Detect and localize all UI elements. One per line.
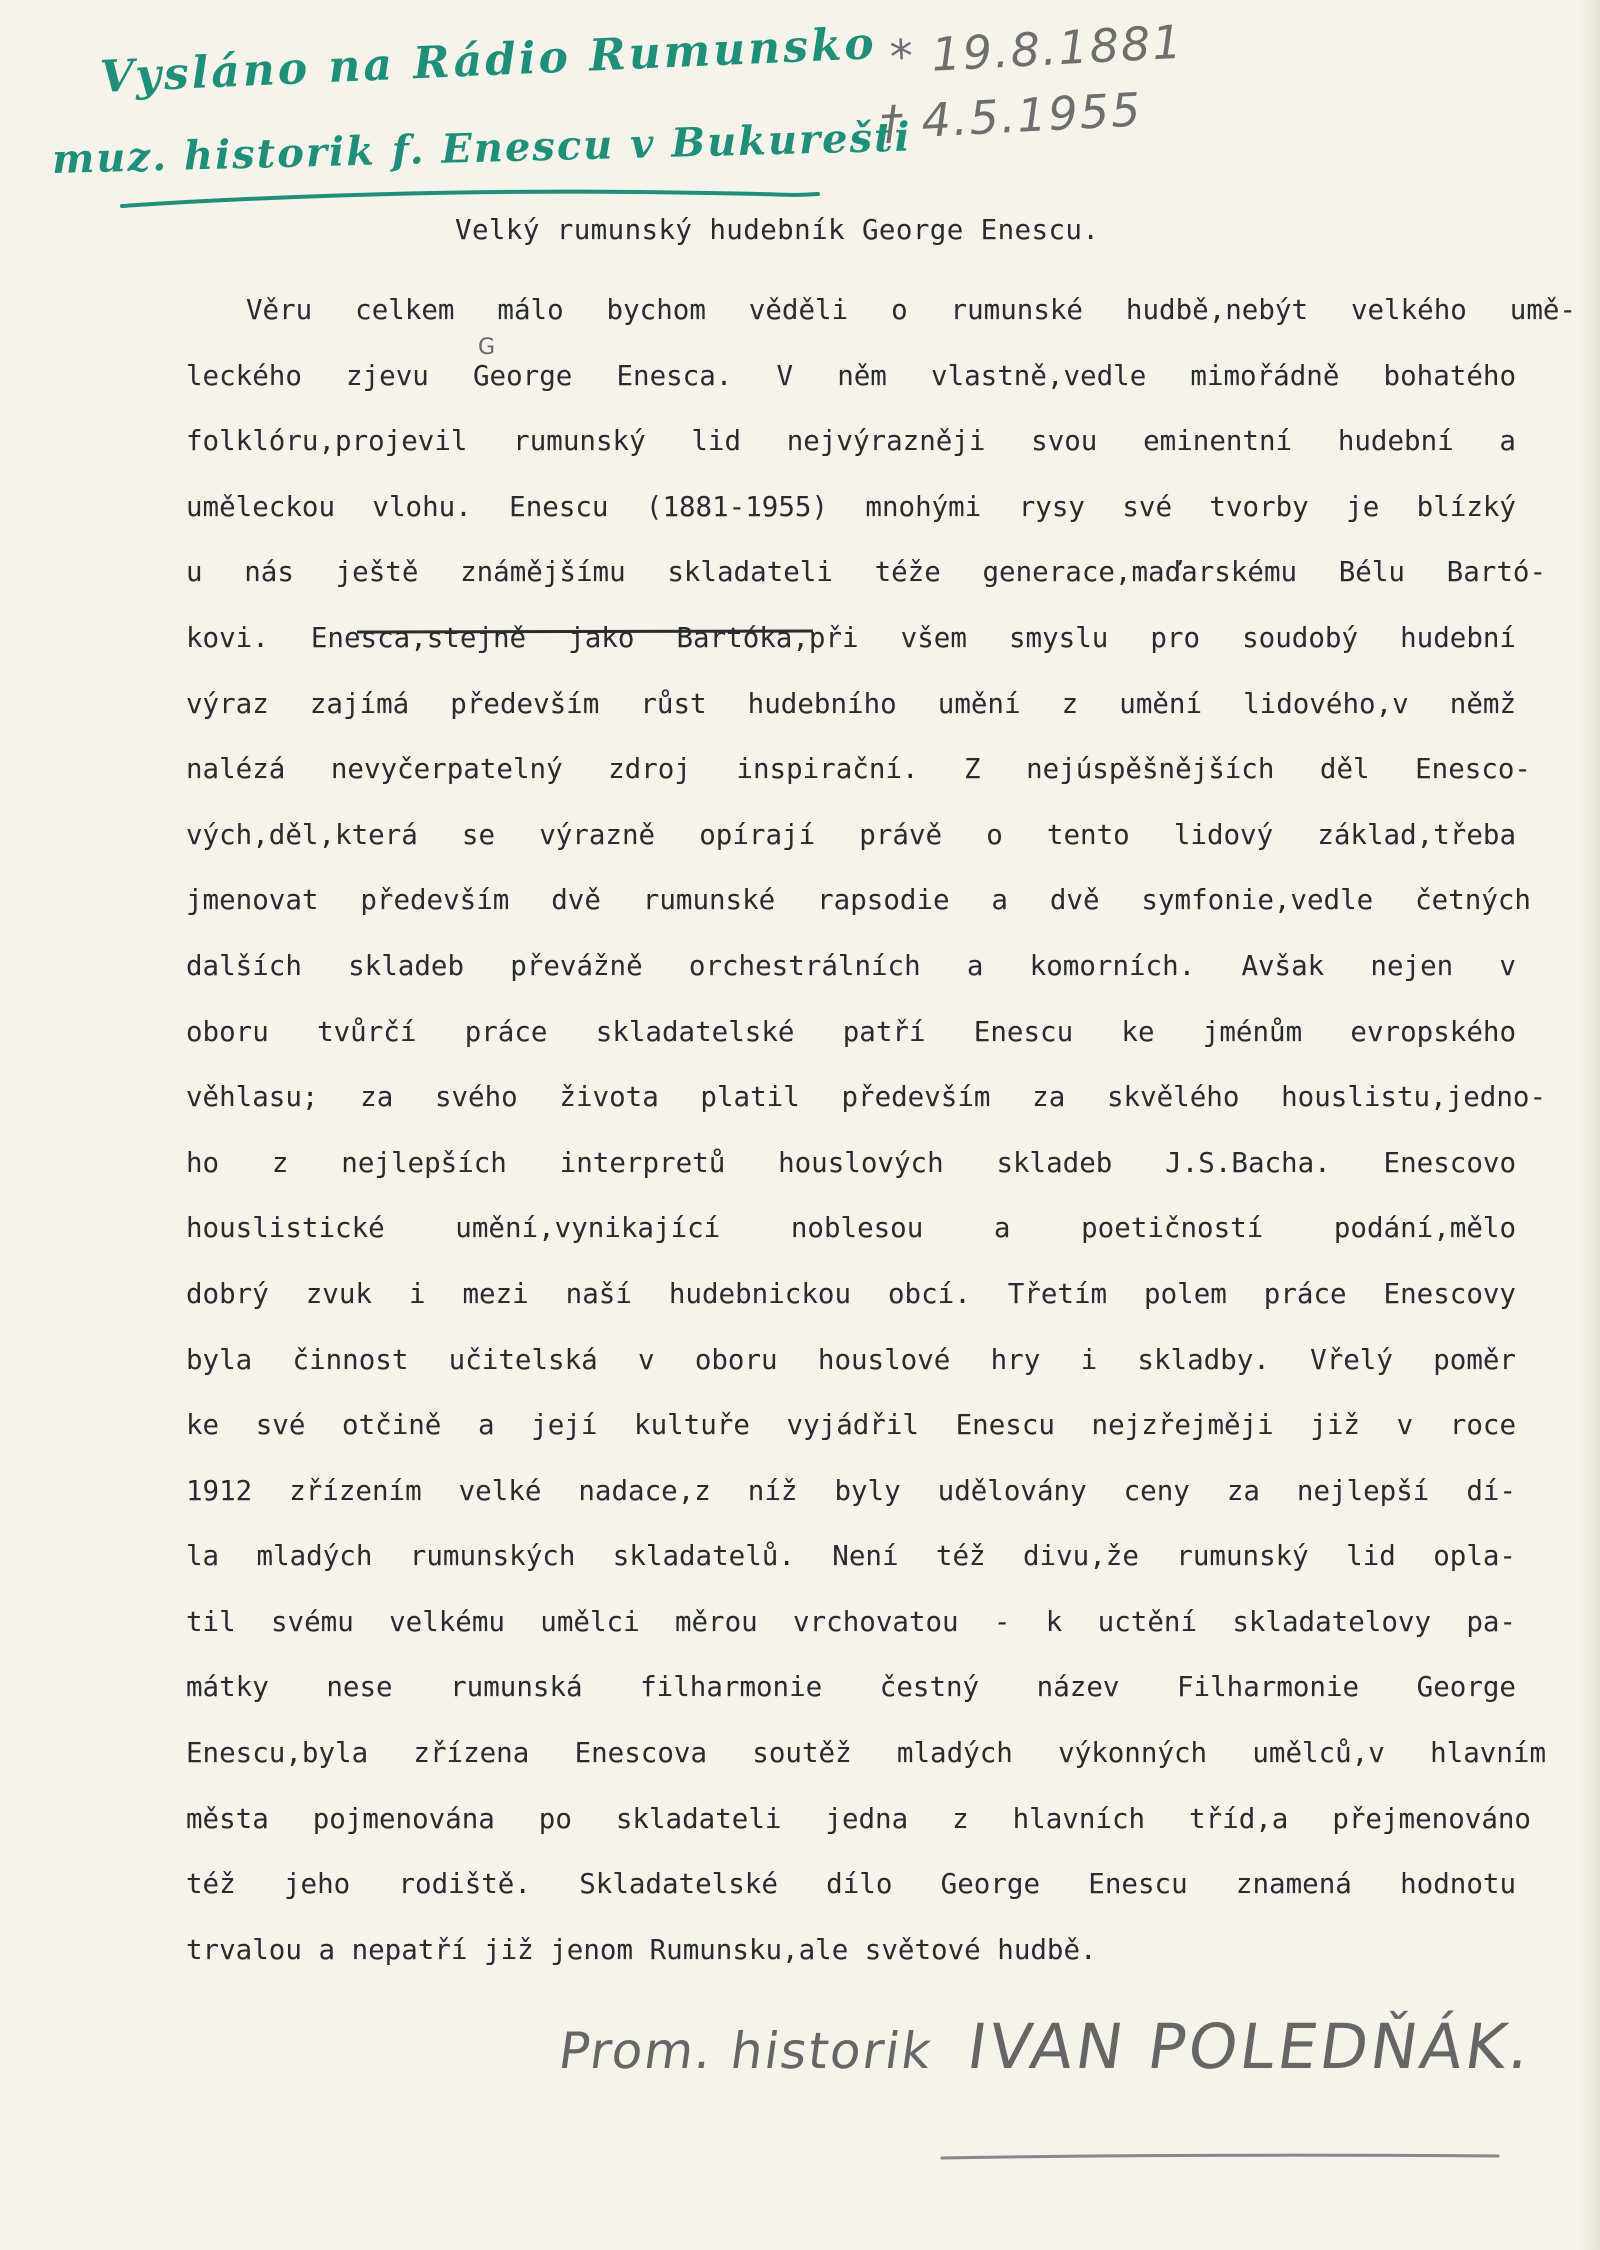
body-line: dobrý zvuk i mezi naší hudebnickou obcí. Třetím polem práce Enescovy [186, 1277, 1516, 1310]
body-line: Enescu,byla zřízena Enescova soutěž mladých výkonných umělců,v hlavním [186, 1737, 1546, 1770]
signature-name: IVAN POLEDŇÁK. [963, 2010, 1538, 2083]
body-line: oboru tvůrčí práce skladatelské patří Enescu ke jménům evropského [186, 1015, 1516, 1048]
body-line: uměleckou vlohu. Enescu (1881-1955) mnohými rysy své tvorby je blízký [186, 490, 1516, 523]
strikethrough-mark [355, 627, 815, 637]
body-line: til svému velkému umělci měrou vrchovatou - k uctění skladatelovy pa- [186, 1605, 1516, 1638]
handwritten-correction-mark: G [478, 335, 496, 360]
body-line: folklóru,projevil rumunský lid nejvýrazněji svou eminentní hudební a [186, 425, 1516, 458]
body-line: houslistické umění,vynikající noblesou a poetičností podání,mělo [186, 1212, 1516, 1245]
document-body [186, 278, 1576, 1983]
body-line: ke své otčině a její kultuře vyjádřil Enescu nejzřejměji již v roce [186, 1409, 1516, 1442]
body-line: též jeho rodiště. Skladatelské dílo George Enescu znamená hodnotu [186, 1868, 1516, 1901]
body-line: u nás ještě známějšímu skladateli téže generace,maďarskému Bélu Bartó- [186, 556, 1546, 589]
body-line: města pojmenována po skladateli jedna z hlavních tříd,a přejmenováno [186, 1802, 1531, 1835]
document-title: Velký rumunský hudebník George Enescu. [455, 214, 1100, 246]
body-line: výraz zajímá především růst hudebního umění z umění lidového,v němž [186, 687, 1516, 720]
signature [555, 2010, 1537, 2083]
body-line: nalézá nevyčerpatelný zdroj inspirační. Z nejúspěšnějších děl Enesco- [186, 753, 1531, 786]
green-underline [120, 182, 820, 214]
body-line: trvalou a nepatří již jenom Rumunsku,ale světové hudbě. [186, 1933, 1097, 1966]
body-line: ho z nejlepších interpretů houslových skladeb J.S.Bacha. Enescovo [186, 1146, 1516, 1179]
handwritten-note-line-2: muz. historik f. Enescu v Bukurešti [51, 113, 913, 183]
body-line: dalších skladeb převážně orchestrálních a komorních. Avšak nejen v [186, 949, 1516, 982]
signature-title: Prom. historik [555, 2022, 937, 2080]
body-line: Věru celkem málo bychom věděli o rumunské hudbě,nebýt velkého umě- [246, 294, 1576, 326]
body-line: leckého zjevu George Enesca. V něm vlastně,vedle mimořádně bohatého [186, 359, 1516, 392]
body-line: jmenovat především dvě rumunské rapsodie a dvě symfonie,vedle četných [186, 884, 1531, 917]
body-line: la mladých rumunských skladatelů. Není též divu,že rumunský lid opla- [186, 1540, 1516, 1573]
body-line: mátky nese rumunská filharmonie čestný název Filharmonie George [186, 1671, 1516, 1704]
body-line: 1912 zřízením velké nadace,z níž byly udělovány ceny za nejlepší dí- [186, 1474, 1516, 1507]
birth-date-note: * 19.8.1881 [888, 14, 1185, 84]
body-line: kovi. Enesca,stejně jako Bartóka,při všem smyslu pro soudobý hudební [186, 621, 1516, 654]
body-line: věhlasu; za svého života platil především za skvělého houslistu,jedno- [186, 1081, 1546, 1114]
paper-edge-shadow [1580, 0, 1600, 2250]
death-date-note: † 4.5.1955 [878, 82, 1144, 150]
body-line: vých,děl,která se výrazně opírají právě o tento lidový základ,třeba [186, 818, 1516, 851]
signature-underline [940, 2150, 1500, 2164]
handwritten-note-line-1: Vysláno na Rádio Rumunsko [98, 18, 878, 103]
body-line: byla činnost učitelská v oboru houslové hry i skladby. Vřelý poměr [186, 1343, 1516, 1376]
